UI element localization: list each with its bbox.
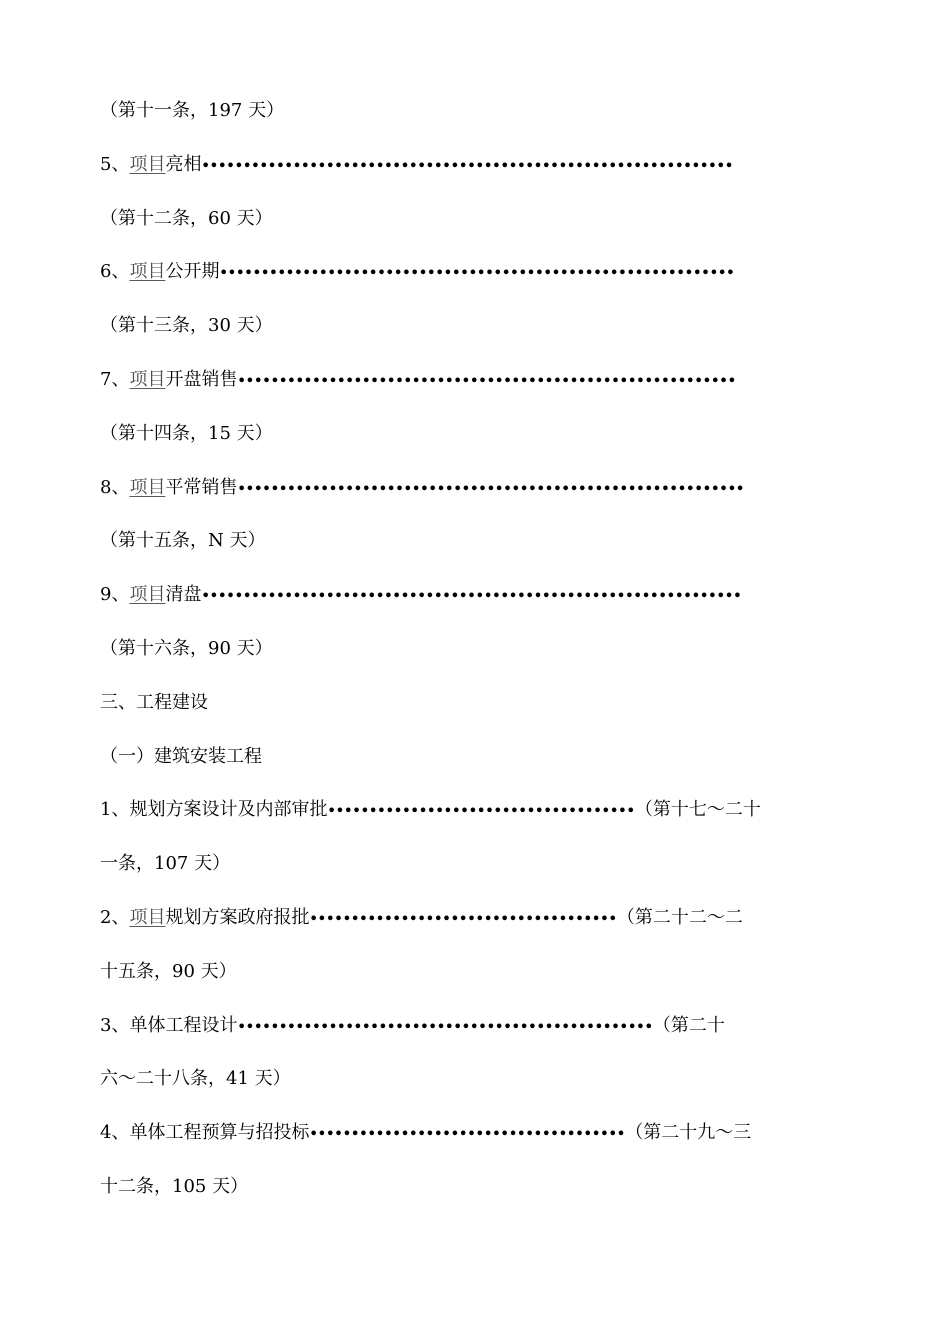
leader-dots: ••••••••••••••••••••••••••••••••••••••••••••••••••••••••••••••••• — [201, 589, 742, 605]
item-number: 9、 — [100, 584, 130, 606]
item-title: 公开期 — [165, 261, 220, 283]
reference-line — [100, 311, 850, 365]
project-keyword-link[interactable]: 项目 — [129, 476, 166, 498]
list-item — [100, 365, 850, 419]
item-reference: （第二十二～二 — [616, 906, 743, 928]
item-number: 8、 — [100, 476, 130, 498]
reference-text: 一条，107 天） — [100, 853, 231, 875]
reference-line — [100, 204, 850, 258]
item-number: 2、 — [100, 906, 130, 928]
project-keyword-link[interactable]: 项目 — [129, 261, 166, 283]
item-number: 1、 — [100, 799, 130, 821]
reference-text: 十二条，105 天） — [100, 1175, 249, 1197]
reference-line — [100, 1172, 850, 1226]
reference-line — [100, 849, 850, 903]
leader-dots: ••••••••••••••••••••••••••••••••••••• — [327, 804, 635, 820]
reference-line — [100, 419, 850, 473]
leader-dots: •••••••••••••••••••••••••••••••••••••••••••••••••••••••••••• — [237, 373, 736, 389]
item-title: 平常销售 — [165, 476, 238, 498]
project-keyword-link[interactable]: 项目 — [129, 368, 166, 390]
item-reference: （第十七～二十 — [634, 799, 761, 821]
item-reference: （第二十九～三 — [625, 1122, 752, 1144]
reference-line — [100, 634, 850, 688]
item-title: 开盘销售 — [165, 368, 238, 390]
item-title: 单体工程设计 — [129, 1014, 238, 1036]
item-number: 4、 — [100, 1122, 130, 1144]
reference-text: 六～二十八条，41 天） — [100, 1068, 291, 1090]
leader-dots: •••••••••••••••••••••••••••••••••••••••••••••••••••••••••••••• — [219, 266, 735, 282]
item-number: 3、 — [100, 1014, 130, 1036]
reference-text: （第十六条，90 天） — [100, 637, 273, 659]
project-keyword-link[interactable]: 项目 — [129, 906, 166, 928]
item-number: 5、 — [100, 153, 130, 175]
reference-line — [100, 957, 850, 1011]
list-item — [100, 580, 850, 634]
list-item — [100, 1011, 850, 1065]
list-item — [100, 903, 850, 957]
leader-dots: ••••••••••••••••••••••••••••••••••••••••••••••••••••••••••••• — [237, 481, 745, 497]
leader-dots: •••••••••••••••••••••••••••••••••••••• — [309, 1127, 626, 1143]
reference-line — [100, 526, 850, 580]
list-item — [100, 473, 850, 527]
item-title: 清盘 — [165, 584, 202, 606]
section-heading — [100, 688, 850, 742]
document-page — [100, 96, 850, 1226]
item-title: 亮相 — [165, 153, 202, 175]
reference-text: （第十三条，30 天） — [100, 315, 273, 337]
item-reference: （第二十 — [652, 1014, 725, 1036]
list-item — [100, 150, 850, 204]
leader-dots: ••••••••••••••••••••••••••••••••••••• — [309, 911, 617, 927]
reference-line — [100, 96, 850, 150]
list-item — [100, 257, 850, 311]
reference-text: （第十五条，N 天） — [100, 530, 266, 552]
subsection-heading — [100, 742, 850, 796]
project-keyword-link[interactable]: 项目 — [129, 584, 166, 606]
leader-dots: •••••••••••••••••••••••••••••••••••••••••••••••••••••••••••••••• — [201, 158, 734, 174]
subsection-title: （一）建筑安装工程 — [100, 745, 262, 767]
section-title: 三、工程建设 — [100, 691, 208, 713]
leader-dots: •••••••••••••••••••••••••••••••••••••••••••••••••• — [237, 1019, 653, 1035]
item-number: 7、 — [100, 368, 130, 390]
list-item — [100, 1118, 850, 1172]
item-title: 单体工程预算与招投标 — [129, 1122, 310, 1144]
reference-text: 十五条，90 天） — [100, 960, 237, 982]
reference-line — [100, 1064, 850, 1118]
item-title: 规划方案设计及内部审批 — [129, 799, 328, 821]
reference-text: （第十二条，60 天） — [100, 207, 273, 229]
item-title: 规划方案政府报批 — [165, 906, 310, 928]
item-number: 6、 — [100, 261, 130, 283]
list-item — [100, 795, 850, 849]
reference-text: （第十一条，197 天） — [100, 100, 285, 121]
project-keyword-link[interactable]: 项目 — [129, 153, 166, 175]
reference-text: （第十四条，15 天） — [100, 422, 273, 444]
